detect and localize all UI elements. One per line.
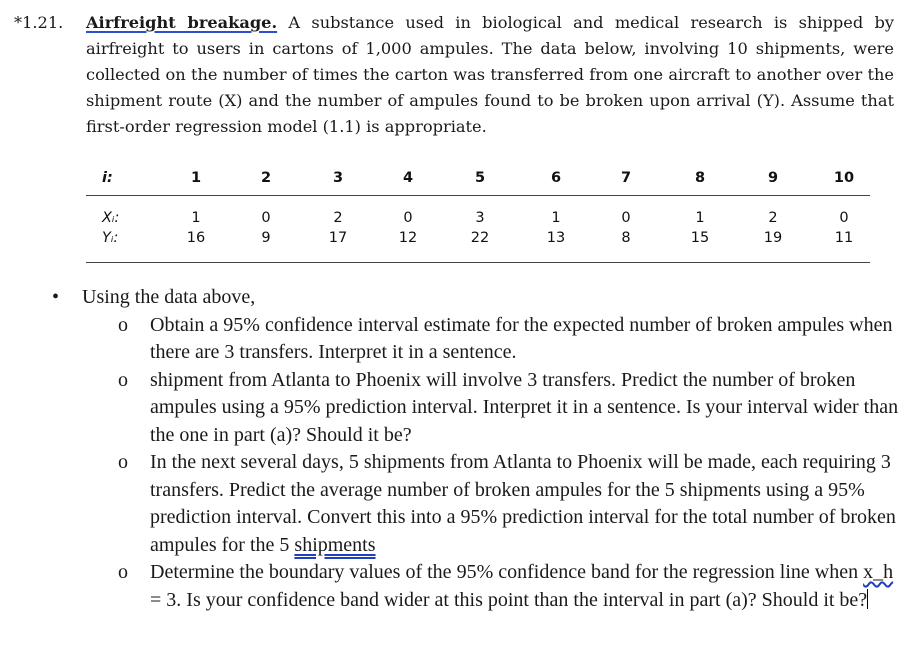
row-label-y: Yᵢ:	[102, 230, 119, 246]
sub-question-text: Obtain a 95% confidence interval estimate for the expected number of broken ampules when there are 3 transfers. Interpret it in a sentence.	[150, 313, 893, 363]
problem-text	[86, 10, 894, 140]
problem-number: *1.21.	[14, 13, 64, 32]
table-cell: 17	[328, 230, 348, 246]
table-cell: 0	[261, 210, 271, 226]
sub-question-b	[52, 367, 902, 450]
problem-statement	[14, 10, 894, 140]
row-label-x: Xᵢ:	[102, 210, 120, 226]
table-cell: 1	[191, 210, 201, 226]
question-list[interactable]	[52, 284, 902, 614]
table-cell: 16	[186, 230, 206, 246]
header-cell: 2	[260, 170, 272, 186]
sub-question-a	[52, 312, 902, 367]
sub-question-d	[52, 559, 902, 614]
circle-bullet-icon: o	[118, 451, 128, 473]
bullet-item	[52, 284, 902, 312]
table-cell: 13	[546, 230, 566, 246]
circle-bullet-icon: o	[118, 561, 128, 583]
header-cell: 8	[694, 170, 706, 186]
spellcheck-word: x_h	[863, 561, 894, 583]
question-intro: Using the data above,	[82, 286, 256, 308]
sub-question-text: In the next several days, 5 shipments from Atlanta to Phoenix will be made, each requiring 3 transfers. Predict the average number of broken ampules for the 5 shipments using a 95% prediction interval. Convert this into a 95% prediction interval for the total number of broken ampules for the 5	[150, 451, 896, 556]
table-cell: 0	[839, 210, 849, 226]
circle-bullet-icon: o	[118, 313, 128, 336]
table-bottom-rule	[86, 262, 870, 263]
table-cell: 12	[398, 230, 418, 246]
header-cell: 7	[620, 170, 632, 186]
table-cell: 2	[768, 210, 778, 226]
header-cell: 4	[402, 170, 414, 186]
sub-question-c	[52, 449, 902, 559]
table-cell: 15	[690, 230, 710, 246]
table-cell: 22	[470, 230, 490, 246]
text-cursor[interactable]	[867, 589, 868, 609]
table-cell: 1	[551, 210, 561, 226]
table-cell: 11	[834, 230, 854, 246]
row-label-i: i:	[102, 170, 113, 186]
header-cell: 1	[190, 170, 202, 186]
table-cell: 8	[621, 230, 631, 246]
problem-body: A substance used in biological and medical research is shipped by airfreight to users in cartons of 1,000 ampules. The data below, involving 10 shipments, were collected on the number of times the carton was transferred from one aircraft to another over the shipment route (X) and the number of ampules found to be broken upon arrival (Y). Assume that first-order regression model (1.1) is appropriate.	[86, 13, 894, 136]
table-cell: 3	[475, 210, 485, 226]
sub-question-text: shipment from Atlanta to Phoenix will involve 3 transfers. Predict the number of broken ampules using a 95% prediction interval. Interpret it in a sentence. Is your interval wider than the one in part (a)? Should it be?	[150, 368, 899, 446]
header-cell: 10	[833, 170, 855, 186]
problem-title: Airfreight breakage.	[86, 13, 278, 32]
sub-question-text: Determine the boundary values of the 95% confidence band for the regression line when	[150, 561, 864, 583]
header-cell: 5	[474, 170, 486, 186]
circle-bullet-icon: o	[118, 368, 128, 391]
table-cell: 0	[403, 210, 413, 226]
table-cell: 9	[261, 230, 271, 246]
table-cell: 2	[333, 210, 343, 226]
sub-question-list	[52, 312, 902, 615]
spellcheck-word: shipments	[294, 533, 376, 556]
bullet-dot-icon: •	[52, 286, 60, 308]
sub-question-text-rest: = 3. Is your confidence band wider at this point than the interval in part (a)? Should it be?	[150, 588, 868, 611]
table-cell: 0	[621, 210, 631, 226]
header-cell: 6	[550, 170, 562, 186]
table-cell: 1	[695, 210, 705, 226]
header-cell: 9	[767, 170, 779, 186]
table-header-rule	[86, 195, 870, 196]
header-cell: 3	[332, 170, 344, 186]
table-cell: 19	[763, 230, 783, 246]
